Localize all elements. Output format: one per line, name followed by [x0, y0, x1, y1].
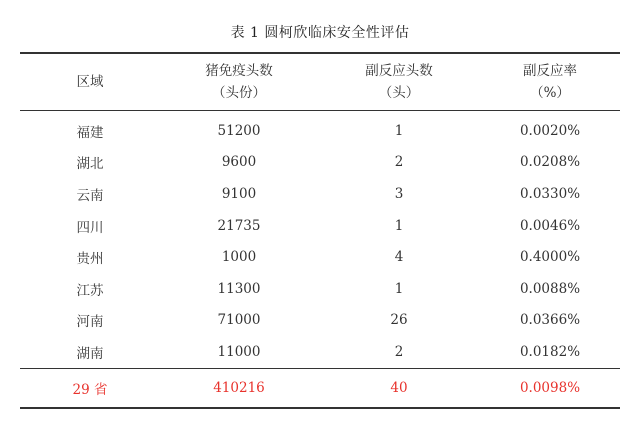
cell-region: 江苏	[76, 282, 104, 299]
cell-adverse: 26	[390, 312, 408, 329]
cell-region: 湖南	[76, 345, 104, 362]
table-header-row	[20, 53, 620, 111]
cell-immunized: 1000	[221, 249, 257, 266]
table-row	[20, 111, 620, 147]
table-row	[20, 336, 620, 368]
total-rate: 0.0098%	[519, 379, 581, 396]
cell-rate: 0.0182%	[519, 343, 581, 360]
total-region: 29 省	[72, 381, 108, 398]
cell-region: 湖北	[76, 156, 104, 173]
table-row	[20, 210, 620, 242]
table-row	[20, 178, 620, 210]
cell-rate: 0.0046%	[519, 217, 581, 234]
cell-immunized: 21735	[217, 217, 261, 234]
cell-rate: 0.0366%	[519, 312, 581, 329]
cell-adverse: 2	[394, 343, 404, 360]
total-row	[20, 368, 620, 408]
header-adverse-rate: 副反应率 （%）	[523, 63, 577, 101]
table-row	[20, 273, 620, 305]
cell-rate: 0.0020%	[519, 122, 581, 139]
cell-adverse: 1	[394, 280, 404, 297]
header-immunized-count: 猪免疫头数 （头份）	[205, 63, 273, 101]
cell-rate: 0.0330%	[519, 185, 581, 202]
cell-adverse: 1	[394, 217, 404, 234]
cell-immunized: 11000	[217, 343, 261, 360]
cell-region: 贵州	[76, 251, 104, 268]
cell-region: 四川	[76, 219, 104, 236]
cell-region: 河南	[76, 314, 104, 331]
table-row	[20, 241, 620, 273]
cell-rate: 0.0088%	[519, 280, 581, 297]
safety-evaluation-table	[20, 52, 620, 409]
cell-immunized: 71000	[217, 312, 261, 329]
table-caption: 表 1 圆柯欣临床安全性评估	[230, 25, 410, 41]
cell-immunized: 9600	[221, 154, 257, 171]
cell-adverse: 2	[394, 154, 404, 171]
cell-adverse: 4	[394, 249, 404, 266]
cell-immunized: 11300	[217, 280, 261, 297]
cell-adverse: 3	[394, 185, 404, 202]
cell-immunized: 9100	[221, 185, 257, 202]
total-immunized: 410216	[213, 379, 265, 396]
cell-region: 云南	[76, 187, 104, 204]
cell-rate: 0.0208%	[519, 154, 581, 171]
table-row	[20, 305, 620, 337]
header-region: 区域	[76, 74, 104, 90]
cell-rate: 0.4000%	[519, 249, 581, 266]
cell-adverse: 1	[394, 122, 404, 139]
cell-region: 福建	[76, 124, 104, 141]
cell-immunized: 51200	[217, 122, 261, 139]
table-row	[20, 147, 620, 179]
total-adverse: 40	[390, 379, 408, 396]
header-adverse-count: 副反应头数 （头）	[365, 63, 433, 101]
